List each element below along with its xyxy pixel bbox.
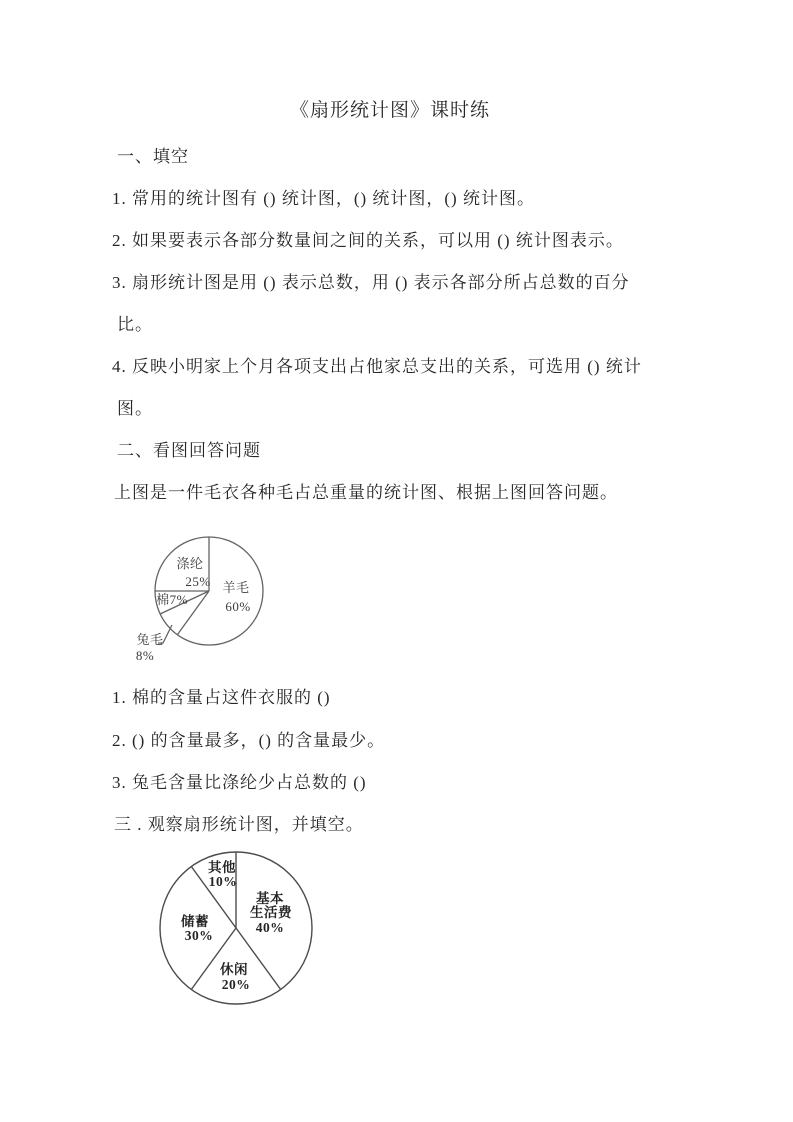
page-title: 《扇形统计图》课时练 — [289, 100, 490, 121]
slice-pct-other: 10% — [208, 874, 238, 889]
slice-label-living-line2: 生活费 — [250, 905, 292, 920]
slice-pct-savings: 30% — [184, 928, 214, 943]
slice-pct-wool: 60% — [225, 599, 251, 614]
slice-pct-polyester: 25% — [185, 574, 211, 589]
wool-composition-pie-chart — [120, 528, 302, 676]
slice-pct-rabbit-hair: 8% — [135, 648, 155, 663]
section1-question-4-line2: 图。 — [117, 399, 153, 418]
section2-question-1: 1. 棉的含量占这件衣服的 () — [112, 688, 331, 707]
slice-label-polyester: 涤纶 — [176, 556, 204, 571]
section1-question-2: 2. 如果要表示各部分数量间之间的关系，可以用 () 统计图表示。 — [112, 231, 624, 250]
slice-label-wool: 羊毛 — [222, 580, 250, 595]
cotton-label-text: 棉 — [156, 592, 170, 607]
slice-label-living-line1: 基本 — [256, 891, 284, 906]
section1-question-3-line2: 比。 — [117, 315, 153, 334]
slice-pct-leisure: 20% — [221, 977, 251, 992]
section1-question-3-line1: 3. 扇形统计图是用 () 表示总数，用 () 表示各部分所占总数的百分 — [112, 273, 630, 292]
section2-question-3: 3. 兔毛含量比涤纶少占总数的 () — [112, 773, 367, 792]
section1-question-1: 1. 常用的统计图有 () 统计图，() 统计图，() 统计图。 — [112, 189, 535, 208]
expenses-pie-chart — [155, 845, 325, 1015]
section3-heading: 三 . 观察扇形统计图，并填空。 — [114, 815, 364, 834]
slice-pct-living: 40% — [255, 920, 285, 935]
slice-label-rabbit-hair: 兔毛 — [136, 632, 164, 647]
slice-label-cotton — [156, 593, 188, 607]
slice-label-other: 其他 — [208, 860, 236, 875]
section2-intro: 上图是一件毛衣各种毛占总重量的统计图、根据上图回答问题。 — [114, 483, 618, 502]
section2-heading: 二、看图回答问题 — [117, 441, 261, 460]
section1-heading: 一、填空 — [117, 147, 189, 166]
section1-question-4-line1: 4. 反映小明家上个月各项支出占他家总支出的关系，可选用 () 统计 — [112, 357, 642, 376]
cotton-pct-text: 7% — [169, 592, 188, 607]
section2-question-2: 2. () 的含量最多，() 的含量最少。 — [112, 731, 386, 750]
slice-label-savings: 储蓄 — [181, 914, 209, 929]
slice-label-leisure: 休闲 — [220, 962, 248, 977]
